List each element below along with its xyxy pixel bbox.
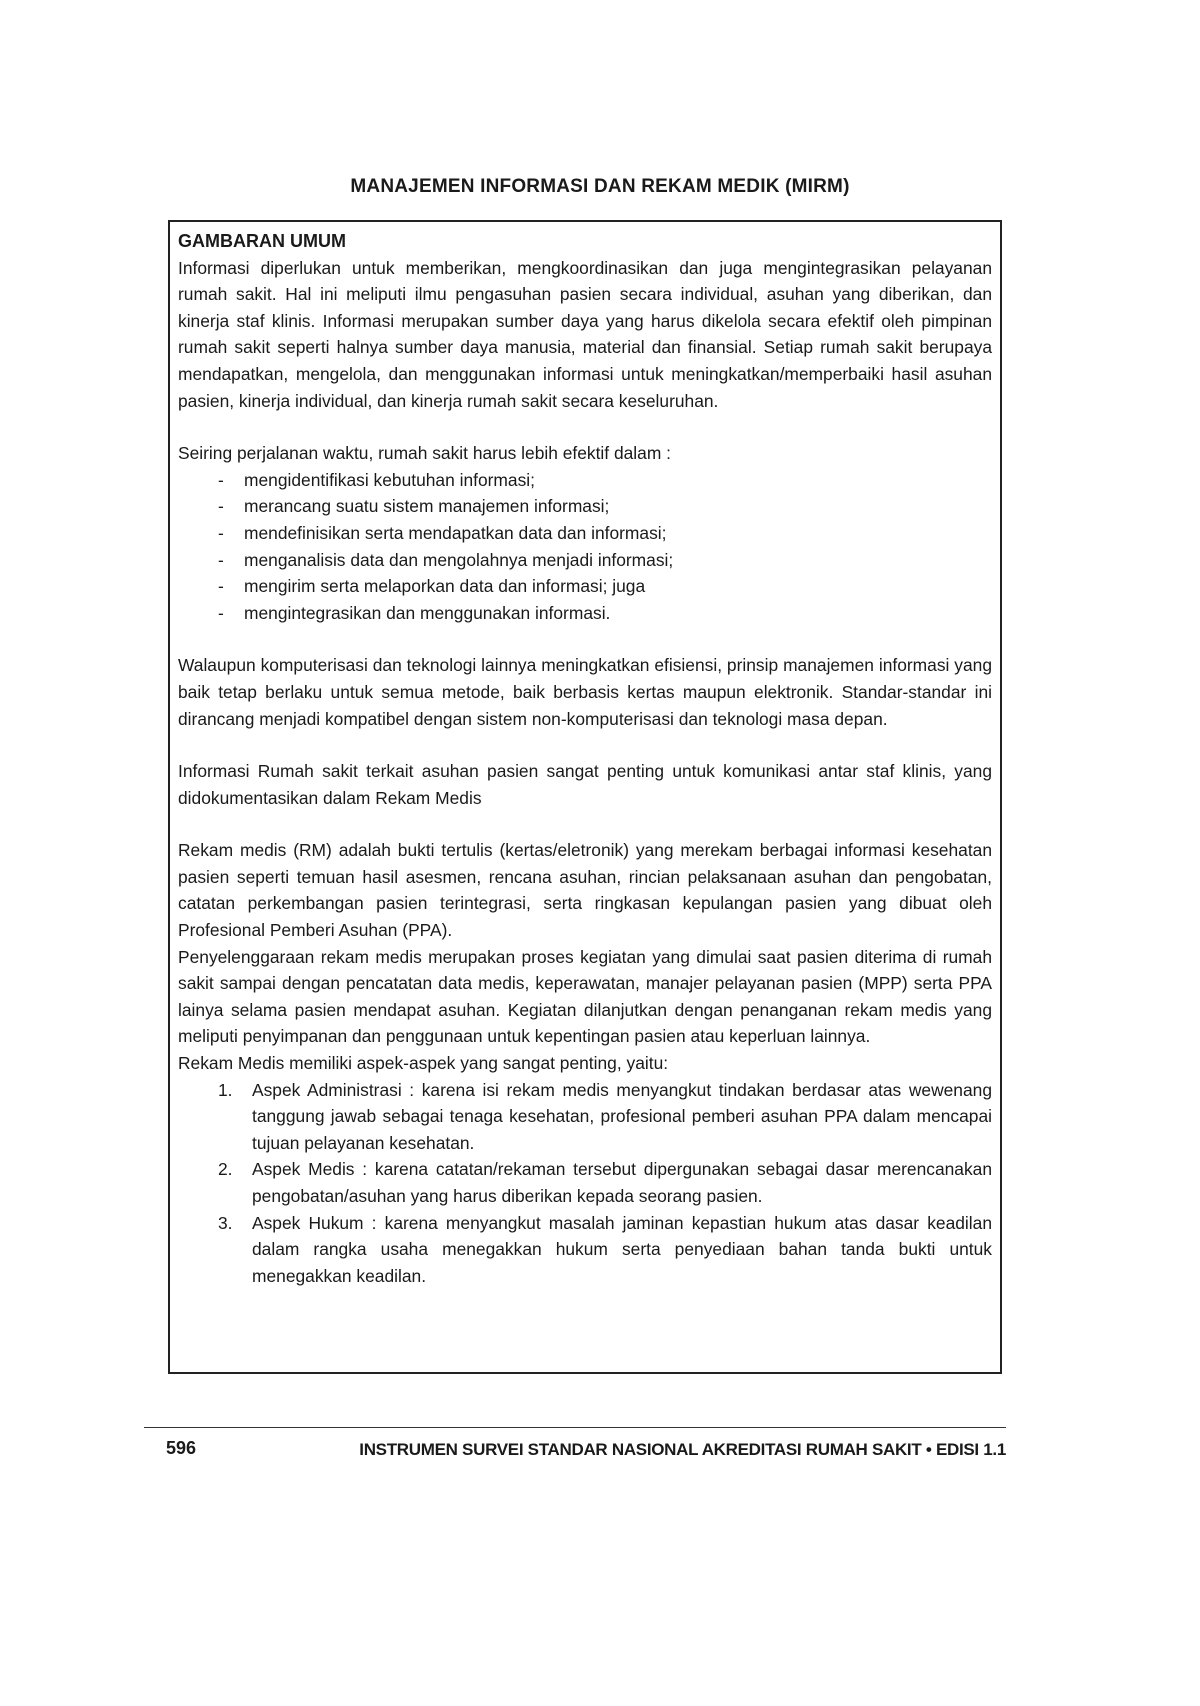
list-text: Aspek Medis : karena catatan/rekaman tersebut dipergunakan sebagai dasar merencanakan pengobatan/asuhan yang harus diberikan kepada seorang pasien. — [252, 1159, 992, 1206]
section-heading: GAMBARAN UMUM — [178, 231, 346, 251]
list-item: - mendefinisikan serta mendapatkan data dan informasi; — [218, 520, 992, 547]
list-item: - merancang suatu sistem manajemen informasi; — [218, 493, 992, 520]
list-item — [218, 1210, 992, 1290]
paragraph-clinical-info: Informasi Rumah sakit terkait asuhan pasien sangat penting untuk komunikasi antar staf klinis, yang didokumentasikan dalam Rekam Medis — [178, 761, 992, 808]
list-number: 3. — [218, 1212, 233, 1233]
paragraph-effective-lead: Seiring perjalanan waktu, rumah sakit harus lebih efektif dalam : — [178, 443, 671, 464]
page-title: MANAJEMEN INFORMASI DAN REKAM MEDIK (MIRM) — [350, 176, 850, 197]
list-item — [218, 1156, 992, 1209]
list-number: 2. — [218, 1159, 233, 1180]
list-text: Aspek Hukum : karena menyangkut masalah jaminan kepastian hukum atas dasar keadilan dalam rangka usaha menegakkan hukum serta penyediaan bahan tanda bukti untuk menegakkan keadilan. — [252, 1212, 992, 1286]
paragraph-medical-record-definition: Rekam medis (RM) adalah bukti tertulis (kertas/eletronik) yang merekam berbagai informasi kesehatan pasien seperti temuan hasil asesmen, rencana asuhan, rincian pelaksanaan asuhan dan pengobatan, catatan perkembangan pasien terintegrasi, serta ringkasan kepulangan pasien yang dibuat oleh Profesional Pemberi Asuhan (PPA). — [178, 840, 992, 941]
overview-box — [168, 220, 1002, 1374]
footer-divider — [144, 1427, 1006, 1428]
list-item: - menganalisis data dan mengolahnya menjadi informasi; — [218, 547, 992, 574]
list-item: - mengirim serta melaporkan data dan informasi; juga — [218, 573, 992, 600]
paragraph-intro: Informasi diperlukan untuk memberikan, mengkoordinasikan dan juga mengintegrasikan pelayanan rumah sakit. Hal ini meliputi ilmu pengasuhan pasien secara individual, asuhan yang diberikan, dan kinerja staf klinis. Informasi merupakan sumber daya yang harus dikelola secara efektif oleh pimpinan rumah sakit seperti halnya sumber daya manusia, material dan finansial. Setiap rumah sakit berupaya mendapatkan, mengelola, dan menggunakan informasi untuk meningkatkan/memperbaiki hasil asuhan pasien, kinerja individual, dan kinerja rumah sakit secara keseluruhan. — [178, 257, 992, 411]
list-text: Aspek Administrasi : karena isi rekam medis menyangkut tindakan berdasar atas wewenang tanggung jawab sebagai tenaga kesehatan, profesional pemberi asuhan PPA dalam mencapai tujuan pelayanan kesehatan. — [252, 1079, 992, 1153]
paragraph-computerization: Walaupun komputerisasi dan teknologi lainnya meningkatkan efisiensi, prinsip manajemen informasi yang baik tetap berlaku untuk semua metode, baik berbasis kertas maupun elektronik. Standar-standar ini dirancang menjadi kompatibel dengan sistem non-komputerisasi dan teknologi masa depan. — [178, 655, 992, 729]
paragraph-aspects-lead: Rekam Medis memiliki aspek-aspek yang sangat penting, yaitu: — [178, 1053, 669, 1074]
list-item — [218, 1077, 992, 1157]
list-number: 1. — [218, 1079, 233, 1100]
page-number: 596 — [166, 1438, 197, 1458]
list-item: - mengintegrasikan dan menggunakan informasi. — [218, 600, 992, 627]
list-item: - mengidentifikasi kebutuhan informasi; — [218, 467, 992, 494]
dash-list — [178, 467, 992, 627]
footer-title: INSTRUMEN SURVEI STANDAR NASIONAL AKREDITASI RUMAH SAKIT • EDISI 1.1 — [359, 1440, 1006, 1459]
aspects-list — [178, 1077, 992, 1290]
paragraph-medical-record-process: Penyelenggaraan rekam medis merupakan proses kegiatan yang dimulai saat pasien diterima di rumah sakit sampai dengan pencatatan data medis, keperawatan, manajer pelayanan pasien (MPP) serta PPA lainya selama pasien mendapat asuhan. Kegiatan dilanjutkan dengan penanganan rekam medis yang meliputi penyimpanan dan penggunaan untuk kepentingan pasien atau keperluan lainnya. — [178, 946, 992, 1047]
